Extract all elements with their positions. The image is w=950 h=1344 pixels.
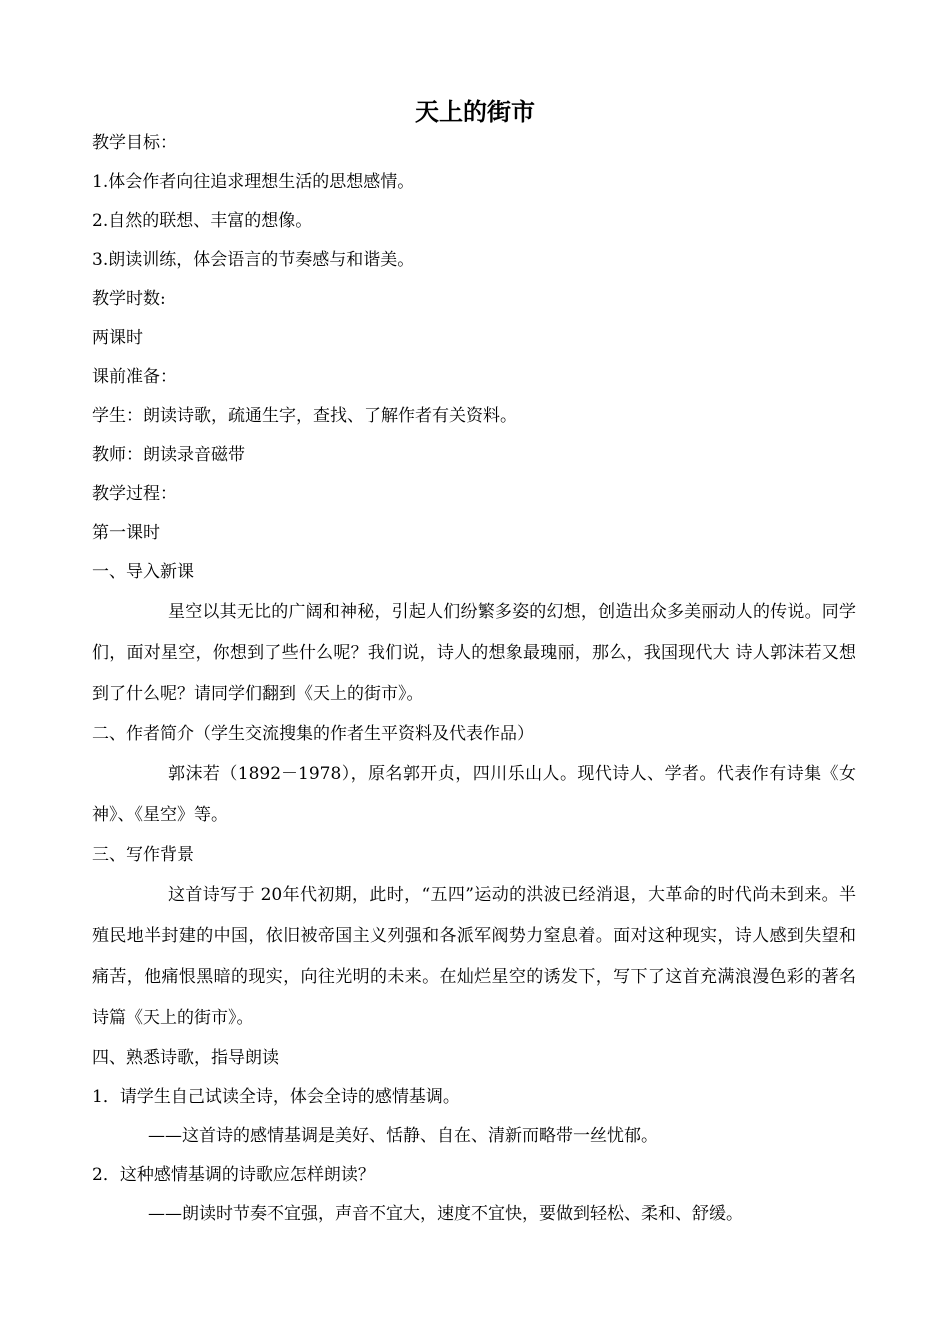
- heading-teaching-goals: 教学目标：: [92, 133, 177, 153]
- preparation-teacher: 教师：朗读录音磁带: [92, 445, 245, 465]
- document-title: 天上的街市: [415, 98, 535, 126]
- heading-class-hours: 教学时数:: [92, 289, 166, 309]
- paragraph-author: 郭沫若（1892－1978），原名郭开贞，四川乐山人。现代诗人、学者。代表作有诗集《女神》、《星空》等。: [92, 764, 856, 825]
- section-heading-introduction: 一、导入新课: [92, 562, 194, 582]
- document-body: [92, 124, 856, 1234]
- goal-item-1: 1.体会作者向往追求理想生活的思想感情。: [92, 172, 415, 192]
- heading-first-lesson: 第一课时: [92, 523, 160, 543]
- section-heading-background: 三、写作背景: [92, 845, 194, 865]
- goal-item-2: 2.自然的联想、丰富的想像。: [92, 211, 313, 231]
- reading-answer-1: ——这首诗的感情基调是美好、恬静、自在、清新而略带一丝忧郁。: [148, 1126, 658, 1146]
- reading-answer-2: ——朗读时节奏不宜强，声音不宜大，速度不宜快，要做到轻松、柔和、舒缓。: [148, 1204, 743, 1224]
- section-heading-author: 二、作者简介（学生交流搜集的作者生平资料及代表作品）: [92, 724, 534, 744]
- reading-question-1: 1．请学生自己试读全诗，体会全诗的感情基调。: [92, 1087, 460, 1107]
- class-hours-value: 两课时: [92, 328, 143, 348]
- goal-item-3: 3.朗读训练，体会语言的节奏感与和谐美。: [92, 250, 415, 270]
- heading-preparation: 课前准备：: [92, 367, 177, 387]
- paragraph-introduction: 星空以其无比的广阔和神秘，引起人们纷繁多姿的幻想，创造出众多美丽动人的传说。同学们，面对星空，你想到了些什么呢？我们说，诗人的想象最瑰丽，那么，我国现代大 诗人郭沫若又想到了什么呢？请同学们翻到《天上的街市》。: [92, 602, 856, 704]
- preparation-student: 学生：朗读诗歌，疏通生字，查找、了解作者有关资料。: [92, 406, 517, 426]
- section-heading-reading: 四、熟悉诗歌，指导朗读: [92, 1048, 279, 1068]
- paragraph-background: 这首诗写于 20年代初期，此时，“五四”运动的洪波已经消退，大革命的时代尚未到来。半殖民地半封建的中国，依旧被帝国主义列强和各派军阀势力窒息着。面对这种现实，诗人感到失望和痛苦，他痛恨黑暗的现实，向往光明的未来。在灿烂星空的诱发下，写下了这首充满浪漫色彩的著名诗篇《天上的街市》。: [92, 885, 856, 1028]
- reading-question-2: 2．这种感情基调的诗歌应怎样朗读？: [92, 1165, 375, 1185]
- heading-teaching-process: 教学过程：: [92, 484, 177, 504]
